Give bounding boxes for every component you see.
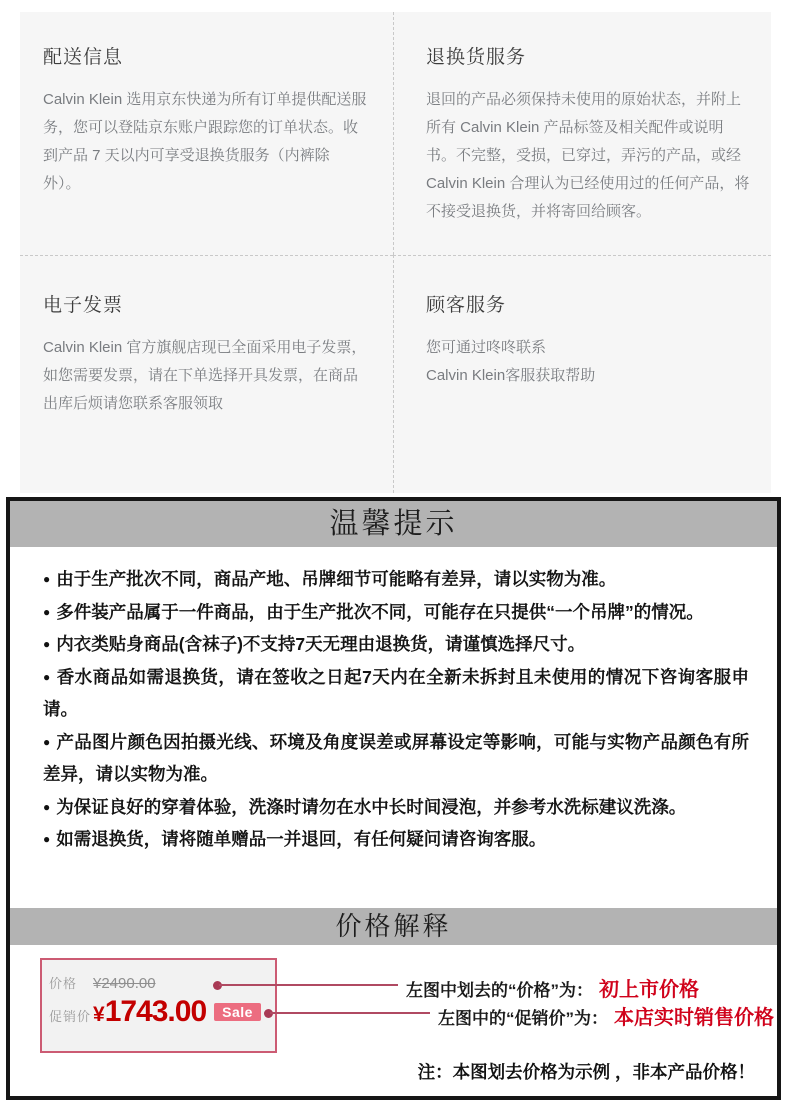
annotation-highlight: 本店实时销售价格 bbox=[614, 1007, 774, 1029]
bullet-icon: ● bbox=[43, 604, 51, 619]
warm-tips-header: 温馨提示 bbox=[10, 501, 777, 547]
notice-box bbox=[6, 497, 781, 1100]
tip-item bbox=[43, 563, 749, 596]
tip-text: 香水商品如需退换货，请在签收之日起7天内在全新未拆封且未使用的情况下咨询客服申请。 bbox=[43, 666, 750, 719]
customer-service-text-line2: Calvin Klein客服获取帮助 bbox=[426, 367, 596, 384]
tip-text: 内衣类贴身商品(含袜子)不支持7天无理由退换货，请谨慎选择尺寸。 bbox=[56, 634, 586, 654]
bullet-icon: ● bbox=[43, 832, 51, 846]
tip-item bbox=[43, 596, 749, 629]
tip-text: 产品图片颜色因拍摄光线、环境及角度误差或屏幕设定等影响，可能与实物产品颜色有所差异，请以实物为准。 bbox=[43, 731, 749, 784]
tip-text: 为保证良好的穿着体验，洗涤时请勿在水中长时间浸泡，并参考水洗标建议洗涤。 bbox=[56, 796, 687, 817]
promo-price-number: 1743.00 bbox=[104, 995, 207, 1028]
tip-item bbox=[43, 823, 749, 856]
callout-line-promo-price bbox=[270, 1012, 430, 1014]
returns-service-title: 退换货服务 bbox=[426, 47, 527, 68]
tip-text: 由于生产批次不同，商品产地、吊牌细节可能略有差异，请以实物为准。 bbox=[56, 569, 617, 589]
delivery-info-text: Calvin Klein 选用京东快递为所有订单提供配送服务，您可以登陆京东账户跟踪您的订单状态。收到产品 7 天以内可享受退换货服务（内裤除外）。 bbox=[43, 91, 367, 192]
returns-service-cell bbox=[393, 12, 771, 255]
original-price-annotation bbox=[406, 973, 699, 1002]
customer-service-text-line1: 您可通过咚咚联系 bbox=[426, 339, 547, 356]
returns-service-text: 退回的产品必须保持未使用的原始状态，并附上所有 Calvin Klein 产品标签及相关配件或说明书。不完整，受损，已穿过，弄污的产品，或经 Calvin Klein 合理认为已经使用过的任何产品，将不接受退换货，并将寄回给顾客。 bbox=[426, 91, 750, 220]
tip-item bbox=[43, 628, 749, 661]
customer-service-cell bbox=[393, 255, 771, 493]
bullet-icon: ● bbox=[43, 799, 51, 814]
original-price-row bbox=[49, 973, 269, 992]
promo-price-annotation bbox=[438, 1001, 774, 1030]
bullet-icon: ● bbox=[43, 669, 51, 684]
original-price-label: 价格 bbox=[49, 976, 78, 991]
e-invoice-text: Calvin Klein 官方旗舰店现已全面采用电子发票，如您需要发票，请在下单选择开具发票，在商品出库后烦请您联系客服领取 bbox=[43, 339, 367, 412]
promo-price-value bbox=[93, 995, 206, 1029]
price-explanation-demo bbox=[10, 945, 777, 1096]
callout-line-original-price bbox=[219, 984, 398, 986]
tip-text: 多件装产品属于一件商品，由于生产批次不同，可能存在只提供“一个吊牌”的情况。 bbox=[56, 601, 704, 622]
price-explanation-header: 价格解释 bbox=[10, 908, 777, 945]
price-disclaimer-note: 注：本图划去价格为示例 ，非本产品价格！ bbox=[417, 1062, 755, 1082]
tip-item bbox=[43, 791, 749, 824]
warm-tips-list bbox=[10, 547, 777, 908]
tip-item bbox=[43, 661, 749, 726]
annotation-prefix: 左图中的“促销价”为： bbox=[438, 1009, 608, 1028]
tip-text: 如需退换货，请将随单赠品一并退回，有任何疑问请咨询客服。 bbox=[56, 829, 547, 849]
original-price-value: ¥2490.00 bbox=[93, 975, 156, 992]
yen-symbol: ¥ bbox=[93, 1003, 104, 1026]
delivery-info-cell bbox=[20, 12, 393, 255]
sale-badge: Sale bbox=[214, 1003, 261, 1021]
customer-service-title: 顾客服务 bbox=[426, 295, 507, 316]
e-invoice-title: 电子发票 bbox=[43, 295, 124, 316]
bullet-icon: ● bbox=[43, 734, 51, 749]
price-example-card bbox=[40, 958, 277, 1053]
annotation-prefix: 左图中划去的“价格”为： bbox=[406, 981, 593, 1000]
bullet-icon: ● bbox=[43, 572, 51, 586]
bullet-icon: ● bbox=[43, 637, 51, 651]
promo-price-row bbox=[49, 995, 269, 1029]
service-info-panel bbox=[20, 12, 771, 493]
delivery-info-title: 配送信息 bbox=[43, 47, 124, 68]
promo-price-label: 促销价 bbox=[49, 1009, 92, 1024]
e-invoice-cell bbox=[20, 255, 393, 493]
annotation-highlight: 初上市价格 bbox=[599, 979, 699, 1001]
tip-item bbox=[43, 726, 749, 791]
